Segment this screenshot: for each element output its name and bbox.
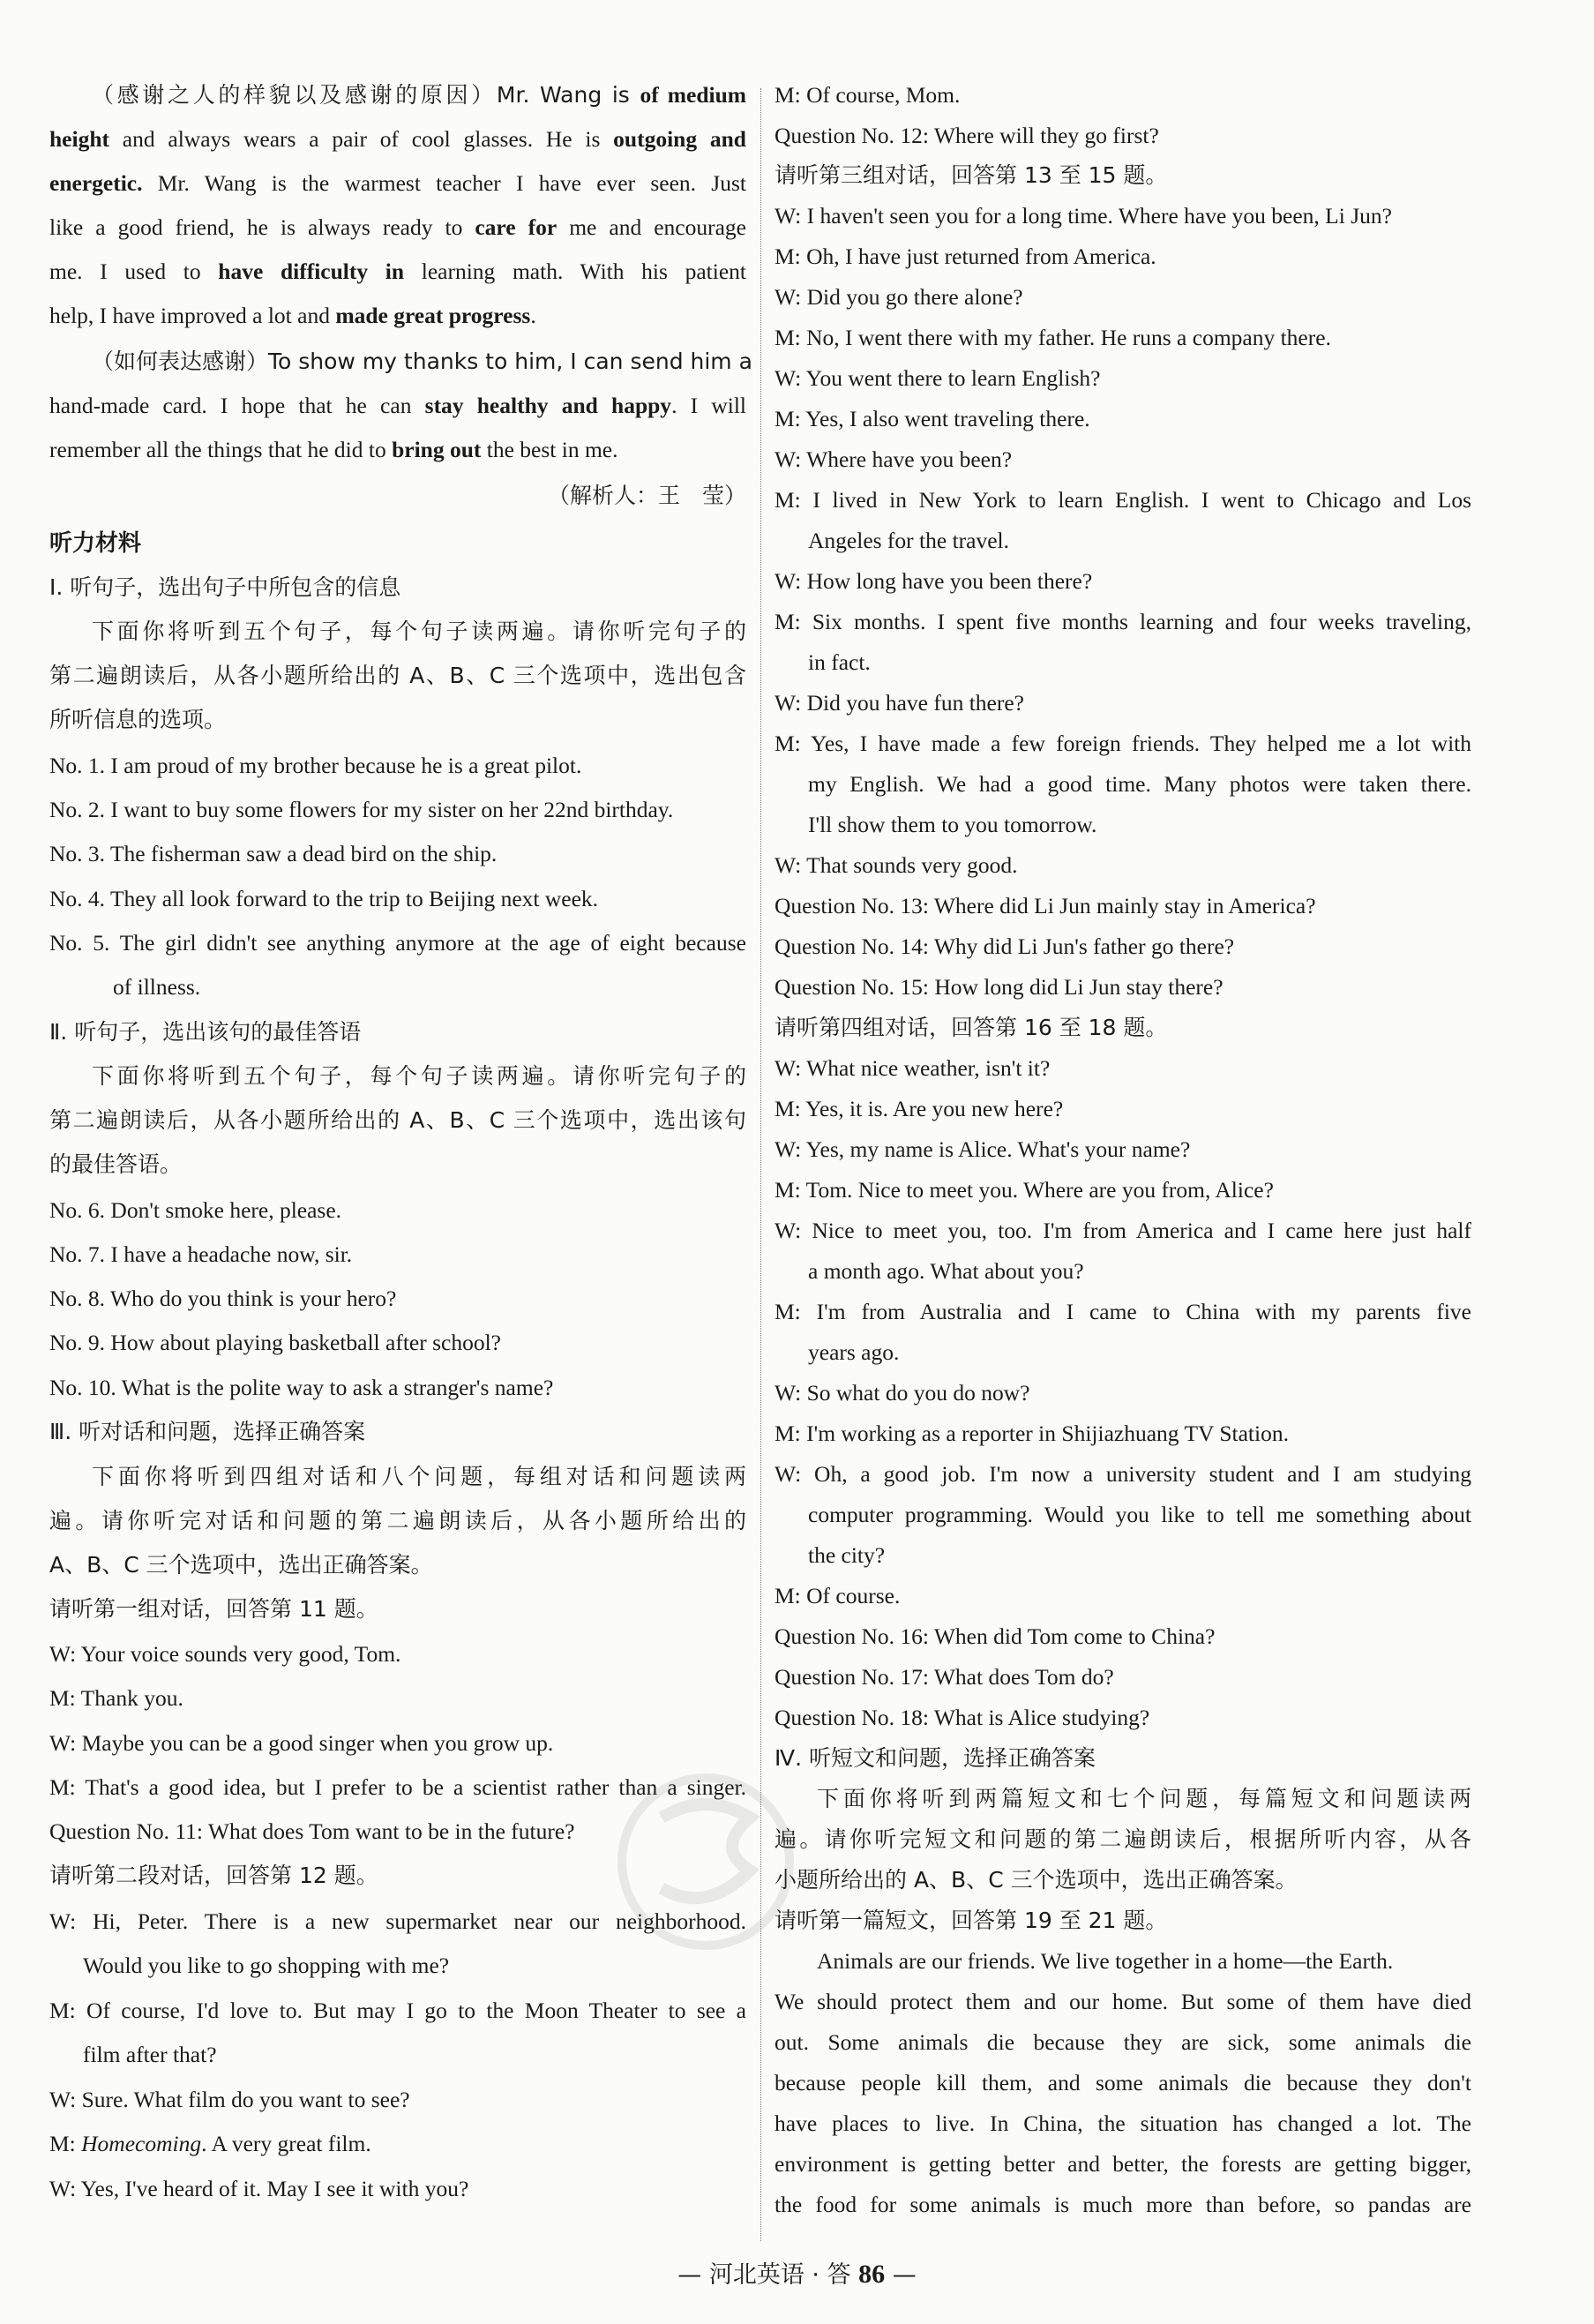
dialogue-line: M: I'm working as a reporter in Shijiazhuang TV Station.	[775, 1421, 1289, 1446]
dialogue-line: W: Sure. What film do you want to see?	[49, 2087, 410, 2112]
section-3-instruction: A、B、C 三个选项中，选出正确答案。	[49, 1552, 433, 1578]
dialogue-line: M: Thank you.	[49, 1685, 183, 1711]
sentence-item: No. 1. I am proud of my brother because he is a great pilot.	[49, 753, 582, 778]
dialogue-line-cont: film after that?	[83, 2042, 217, 2067]
dialogue-line: M: No, I went there with my father. He runs a company there.	[775, 325, 1331, 350]
passage-group-title: 请听第一篇短文，回答第 19 至 21 题。	[775, 1908, 1168, 1933]
essay-line: remember all the things that he did to bring out the best in me.	[49, 437, 618, 462]
dialogue-line-cont: years ago.	[808, 1339, 900, 1365]
analyst-credit: （解析人：王 莹）	[547, 483, 746, 508]
dialogue-line: M: Yes, it is. Are you new here?	[775, 1096, 1064, 1121]
page-number: 86	[858, 2260, 886, 2289]
footer-dash: —	[677, 2261, 702, 2289]
dialogue-line: W: That sounds very good.	[775, 852, 1018, 878]
dialogue-line: W: I haven't seen you for a long time. Where have you been, Li Jun?	[775, 203, 1392, 229]
dialogue-line: M: Of course, Mom.	[775, 82, 961, 108]
section-2-instruction: 的最佳答语。	[49, 1151, 183, 1177]
dialogue-line: W: Hi, Peter. There is a new supermarket near our neighborhood.	[49, 1908, 746, 1934]
dialogue-line-cont: in fact.	[808, 649, 871, 675]
dialogue-line-cont: I'll show them to you tomorrow.	[808, 812, 1097, 837]
passage-line: the food for some animals is much more than before, so pandas are	[775, 2192, 1471, 2217]
passage-line: have places to live. In China, the situation has changed a lot. The	[775, 2110, 1471, 2136]
question-line: Question No. 16: When did Tom come to China?	[775, 1623, 1216, 1649]
sentence-item: No. 5. The girl didn't see anything anymore at the age of eight because	[49, 930, 746, 956]
question-line: Question No. 18: What is Alice studying?	[775, 1705, 1150, 1730]
dialogue-line-cont: Would you like to go shopping with me?	[83, 1953, 450, 1978]
passage-line: out. Some animals die because they are sick, some animals die	[775, 2029, 1471, 2055]
listening-title: 听力材料	[49, 530, 142, 557]
section-3-instruction: 下面你将听到四组对话和八个问题，每组对话和问题读两	[92, 1464, 746, 1489]
dialogue-line: M: Oh, I have just returned from America.	[775, 244, 1156, 269]
question-line: Question No. 15: How long did Li Jun stay there?	[775, 974, 1224, 1000]
section-1-instruction: 下面你将听到五个句子，每个句子读两遍。请你听完句子的	[92, 618, 746, 644]
dialogue-group-title: 请听第三组对话，回答第 13 至 15 题。	[775, 162, 1168, 188]
dialogue-group-title: 请听第四组对话，回答第 16 至 18 题。	[775, 1015, 1168, 1040]
dialogue-line: M: Yes, I also went traveling there.	[775, 406, 1090, 431]
dialogue-group-title: 请听第二段对话，回答第 12 题。	[49, 1863, 378, 1888]
question-line: Question No. 17: What does Tom do?	[775, 1664, 1114, 1690]
dialogue-line: M: Of course, I'd love to. But may I go to the Moon Theater to see a	[49, 1998, 746, 2023]
dialogue-line: M: Tom. Nice to meet you. Where are you from, Alice?	[775, 1177, 1274, 1203]
dialogue-line: M: I lived in New York to learn English. I went to Chicago and Los	[775, 487, 1471, 513]
dialogue-line: W: Your voice sounds very good, Tom.	[49, 1641, 401, 1667]
dialogue-line: M: Six months. I spent five months learning and four weeks traveling,	[775, 609, 1471, 634]
dialogue-line: M: That's a good idea, but I prefer to be a scientist rather than a singer.	[49, 1774, 746, 1800]
question-line: Question No. 11: What does Tom want to be in the future?	[49, 1818, 575, 1844]
dialogue-line: W: What nice weather, isn't it?	[775, 1055, 1051, 1081]
section-2-instruction: 下面你将听到五个句子，每个句子读两遍。请你听完句子的	[92, 1063, 746, 1089]
question-line: Question No. 13: Where did Li Jun mainly stay in America?	[775, 893, 1316, 918]
section-4-instruction: 小题所给出的 A、B、C 三个选项中，选出正确答案。	[775, 1867, 1298, 1893]
section-4-instruction: 遍。请你听完短文和问题的第二遍朗读后，根据所听内容，从各	[775, 1826, 1471, 1852]
sentence-item: No. 6. Don't smoke here, please.	[49, 1197, 342, 1223]
dialogue-line: W: Yes, I've heard of it. May I see it with you?	[49, 2176, 469, 2201]
section-2-instruction: 第二遍朗读后，从各小题所给出的 A、B、C 三个选项中，选出该句	[49, 1107, 746, 1133]
section-1-title: Ⅰ. 听句子，选出句子中所包含的信息	[49, 574, 401, 600]
dialogue-line: W: You went there to learn English?	[775, 365, 1101, 391]
dialogue-line: W: Maybe you can be a good singer when you grow up.	[49, 1730, 554, 1756]
dialogue-line: W: Yes, my name is Alice. What's your name?	[775, 1136, 1191, 1162]
dialogue-line: M: Of course.	[775, 1583, 901, 1608]
essay-line: help, I have improved a lot and made great progress.	[49, 303, 536, 328]
dialogue-line: W: Where have you been?	[775, 446, 1013, 472]
dialogue-line: M: Yes, I have made a few foreign friends. They helped me a lot with	[775, 731, 1471, 756]
question-line: Question No. 14: Why did Li Jun's father go there?	[775, 933, 1235, 959]
column-divider	[760, 88, 761, 2241]
section-1-instruction: 第二遍朗读后，从各小题所给出的 A、B、C 三个选项中，选出包含	[49, 663, 746, 688]
dialogue-line: W: Nice to meet you, too. I'm from America and I came here just half	[775, 1218, 1471, 1243]
sentence-item-cont: of illness.	[113, 974, 201, 1000]
sentence-item: No. 9. How about playing basketball after school?	[49, 1330, 501, 1355]
essay-line: （如何表达感谢）To show my thanks to him, I can send him a	[92, 349, 752, 374]
dialogue-line: W: So what do you do now?	[775, 1380, 1030, 1406]
sentence-item: No. 10. What is the polite way to ask a stranger's name?	[49, 1375, 554, 1400]
dialogue-line: W: How long have you been there?	[775, 568, 1093, 594]
sentence-item: No. 7. I have a headache now, sir.	[49, 1241, 353, 1267]
sentence-item: No. 4. They all look forward to the trip to Beijing next week.	[49, 886, 599, 911]
section-1-instruction: 所听信息的选项。	[49, 707, 227, 732]
dialogue-line: M: Homecoming. A very great film.	[49, 2131, 371, 2156]
essay-line: me. I used to have difficulty in learning math. With his patient	[49, 259, 746, 284]
section-3-instruction: 遍。请你听完对话和问题的第二遍朗读后，从各小题所给出的	[49, 1508, 746, 1533]
dialogue-line-cont: Angeles for the travel.	[808, 528, 1009, 553]
sentence-item: No. 3. The fisherman saw a dead bird on the ship.	[49, 841, 498, 866]
section-2-title: Ⅱ. 听句子，选出该句的最佳答语	[49, 1019, 362, 1045]
dialogue-line: W: Did you have fun there?	[775, 690, 1024, 716]
dialogue-line-cont: a month ago. What about you?	[808, 1258, 1084, 1284]
dialogue-group-title: 请听第一组对话，回答第 11 题。	[49, 1596, 378, 1622]
section-4-title: Ⅳ. 听短文和问题，选择正确答案	[775, 1745, 1096, 1771]
essay-line: hand-made card. I hope that he can stay healthy and happy. I will	[49, 393, 746, 418]
sentence-item: No. 2. I want to buy some flowers for my sister on her 22nd birthday.	[49, 797, 674, 822]
question-line: Question No. 12: Where will they go first?	[775, 123, 1159, 148]
essay-line: like a good friend, he is always ready to care for me and encourage	[49, 214, 746, 240]
passage-line: We should protect them and our home. But some of them have died	[775, 1989, 1471, 2014]
sentence-item: No. 8. Who do you think is your hero?	[49, 1286, 397, 1311]
essay-line: energetic. Mr. Wang is the warmest teacher I have ever seen. Just	[49, 170, 746, 196]
section-4-instruction: 下面你将听到两篇短文和七个问题，每篇短文和问题读两	[817, 1786, 1471, 1811]
section-3-title: Ⅲ. 听对话和问题，选择正确答案	[49, 1419, 366, 1444]
passage-line: because people kill them, and some animals die because they don't	[775, 2070, 1471, 2095]
essay-line: （感谢之人的样貌以及感谢的原因）Mr. Wang is of medium	[92, 82, 747, 108]
passage-line: environment is getting better and better, the forests are getting bigger,	[775, 2151, 1471, 2177]
dialogue-line-cont: the city?	[808, 1542, 886, 1568]
dialogue-line: W: Oh, a good job. I'm now a university student and I am studying	[775, 1461, 1471, 1487]
essay-line: height and always wears a pair of cool glasses. He is outgoing and	[49, 126, 746, 152]
dialogue-line-cont: my English. We had a good time. Many photos were taken there.	[808, 771, 1471, 797]
footer-dash: —	[885, 2261, 917, 2289]
dialogue-line: W: Did you go there alone?	[775, 284, 1023, 310]
footer-label: 河北英语 · 答	[701, 2261, 859, 2289]
dialogue-line-cont: computer programming. Would you like to tell me something about	[808, 1502, 1471, 1527]
passage-line: Animals are our friends. We live together in a home—the Earth.	[817, 1948, 1394, 1974]
dialogue-line: M: I'm from Australia and I came to China with my parents five	[775, 1299, 1471, 1324]
page-footer	[0, 2255, 1594, 2290]
